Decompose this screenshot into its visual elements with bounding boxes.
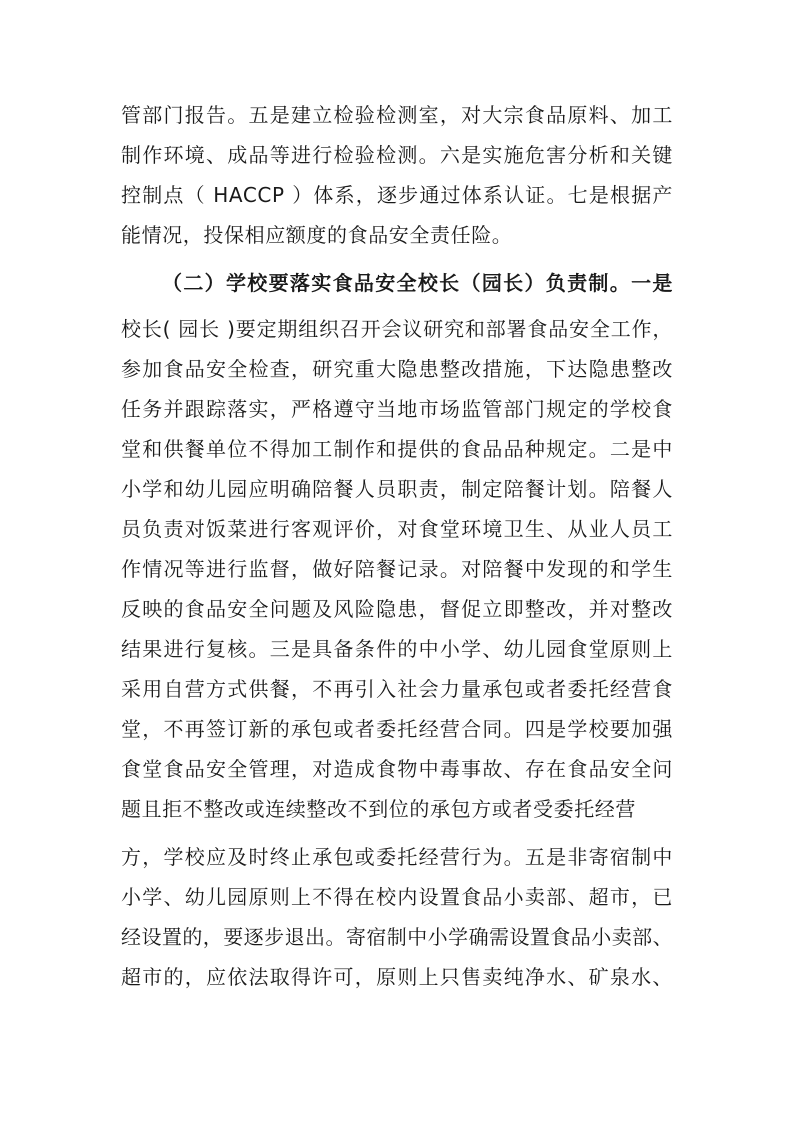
body-text-line: 方，学校应及时终止承包或委托经营行为。五是非寄宿制中 [121, 845, 673, 869]
body-text-line: 校长( 园长 )要定期组织召开会议研究和部署食品安全工作， [121, 317, 673, 341]
body-text-line: 结果进行复核。三是具备条件的中小学、幼儿园食堂原则上 [121, 637, 673, 661]
body-text-line: 小学、幼儿园原则上不得在校内设置食品小卖部、超市，已 [121, 885, 673, 909]
body-text-line: 采用自营方式供餐，不再引入社会力量承包或者委托经营食 [121, 677, 673, 701]
body-text-line: 管部门报告。五是建立检验检测室，对大宗食品原料、加工 [121, 103, 673, 127]
body-text-line: 堂，不再签订新的承包或者委托经营合同。四是学校要加强 [121, 717, 673, 741]
body-text-line: 制作环境、成品等进行检验检测。六是实施危害分析和关键 [121, 143, 673, 167]
body-text-line: 食堂食品安全管理，对造成食物中毒事故、存在食品安全问 [121, 757, 673, 781]
body-text-line: 作情况等进行监督，做好陪餐记录。对陪餐中发现的和学生 [121, 557, 673, 581]
body-text-line: 员负责对饭菜进行客观评价，对食堂环境卫生、从业人员工 [121, 517, 673, 541]
section-heading-line: （二）学校要落实食品安全校长（园长）负责制。一是 [162, 271, 673, 295]
body-text-line: 经设置的，要逐步退出。寄宿制中小学确需设置食品小卖部、 [121, 925, 673, 949]
body-text-line: 题且拒不整改或连续整改不到位的承包方或者受委托经营 [121, 797, 636, 821]
body-text-line: 超市的，应依法取得许可，原则上只售卖纯净水、矿泉水、 [121, 965, 673, 989]
body-text-line: 参加食品安全检查，研究重大隐患整改措施，下达隐患整改 [121, 357, 673, 381]
body-text-line: 堂和供餐单位不得加工制作和提供的食品品种规定。二是中 [121, 437, 673, 461]
body-text-line: 小学和幼儿园应明确陪餐人员职责，制定陪餐计划。陪餐人 [121, 477, 673, 501]
body-text-line: 反映的食品安全问题及风险隐患，督促立即整改，并对整改 [121, 597, 673, 621]
body-text-line: 控制点（ HACCP ）体系，逐步通过体系认证。七是根据产 [121, 183, 673, 207]
body-text-line: 能情况，投保相应额度的食品安全责任险。 [121, 223, 513, 247]
body-text-line: 任务并跟踪落实，严格遵守当地市场监管部门规定的学校食 [121, 397, 673, 421]
